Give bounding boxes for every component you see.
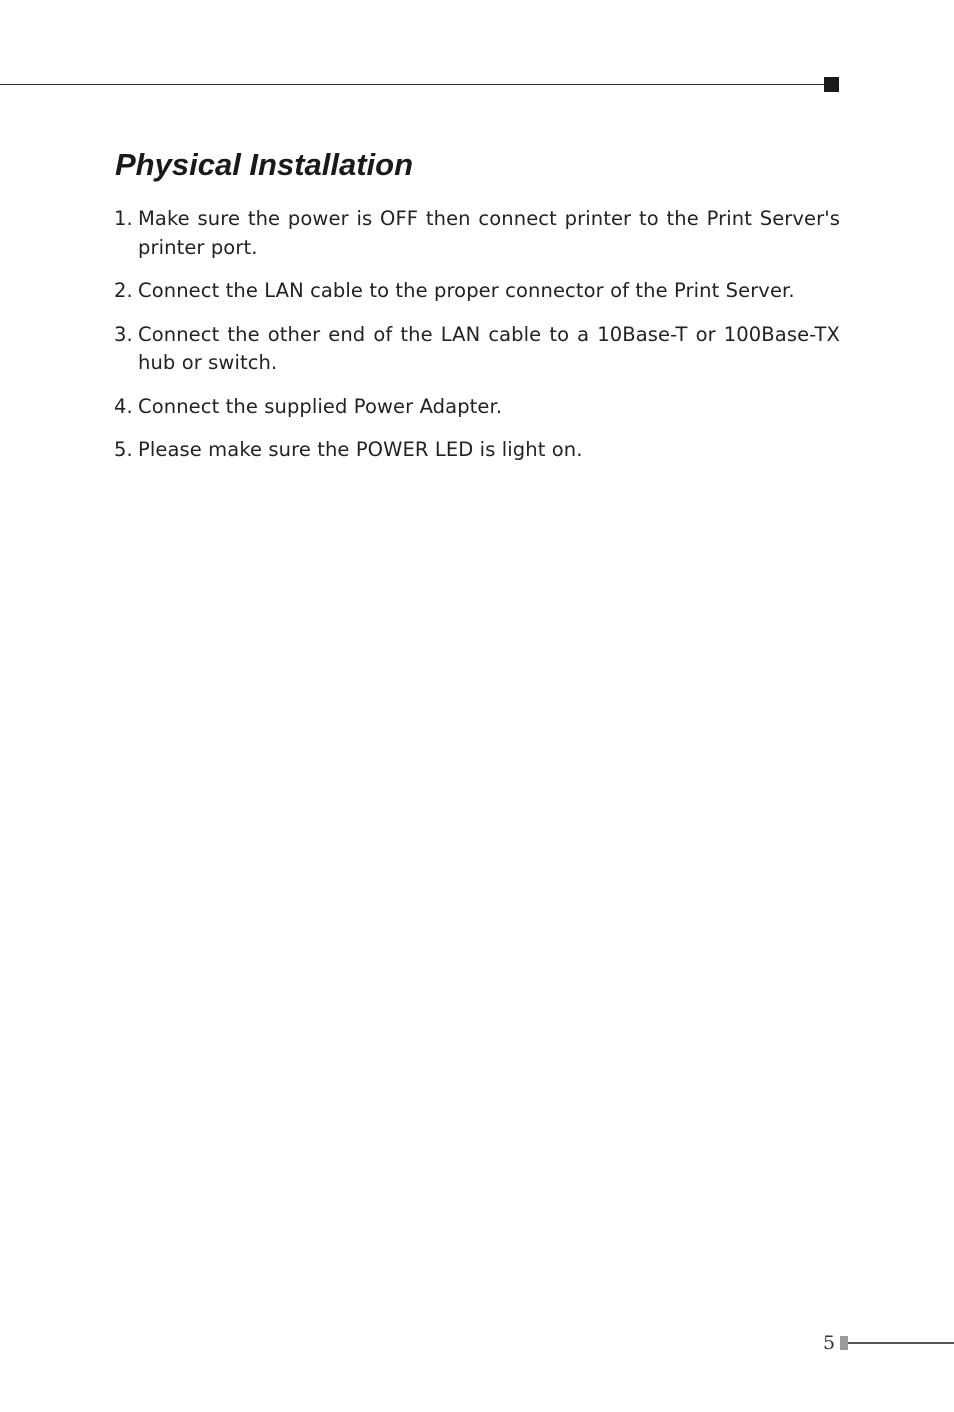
step-number: 5. [114,438,133,461]
list-item [114,277,840,306]
step-text: Make sure the power is OFF then connect printer to the Print Server's printer port. [138,207,840,259]
footer-block-marker [840,1336,848,1350]
header-rule [0,84,824,85]
list-item [114,205,840,262]
header-square-marker [824,77,839,92]
step-number: 3. [114,322,133,346]
step-text: Please make sure the POWER LED is light on. [138,438,583,461]
step-number: 1. [114,207,133,230]
page-title: Physical Installation [115,147,414,182]
list-item [114,321,840,378]
list-item [114,393,840,422]
list-item [114,436,840,465]
step-number: 2. [114,279,133,302]
installation-steps-list [114,205,840,480]
page-number: 5 [823,1332,836,1354]
step-text: Connect the LAN cable to the proper connector of the Print Server. [138,279,795,302]
footer-rule [848,1342,954,1344]
step-text: Connect the supplied Power Adapter. [138,394,503,418]
step-text: Connect the other end of the LAN cable to a 10Base-T or 100Base-TX hub or switch. [138,322,840,374]
step-number: 4. [114,394,133,418]
